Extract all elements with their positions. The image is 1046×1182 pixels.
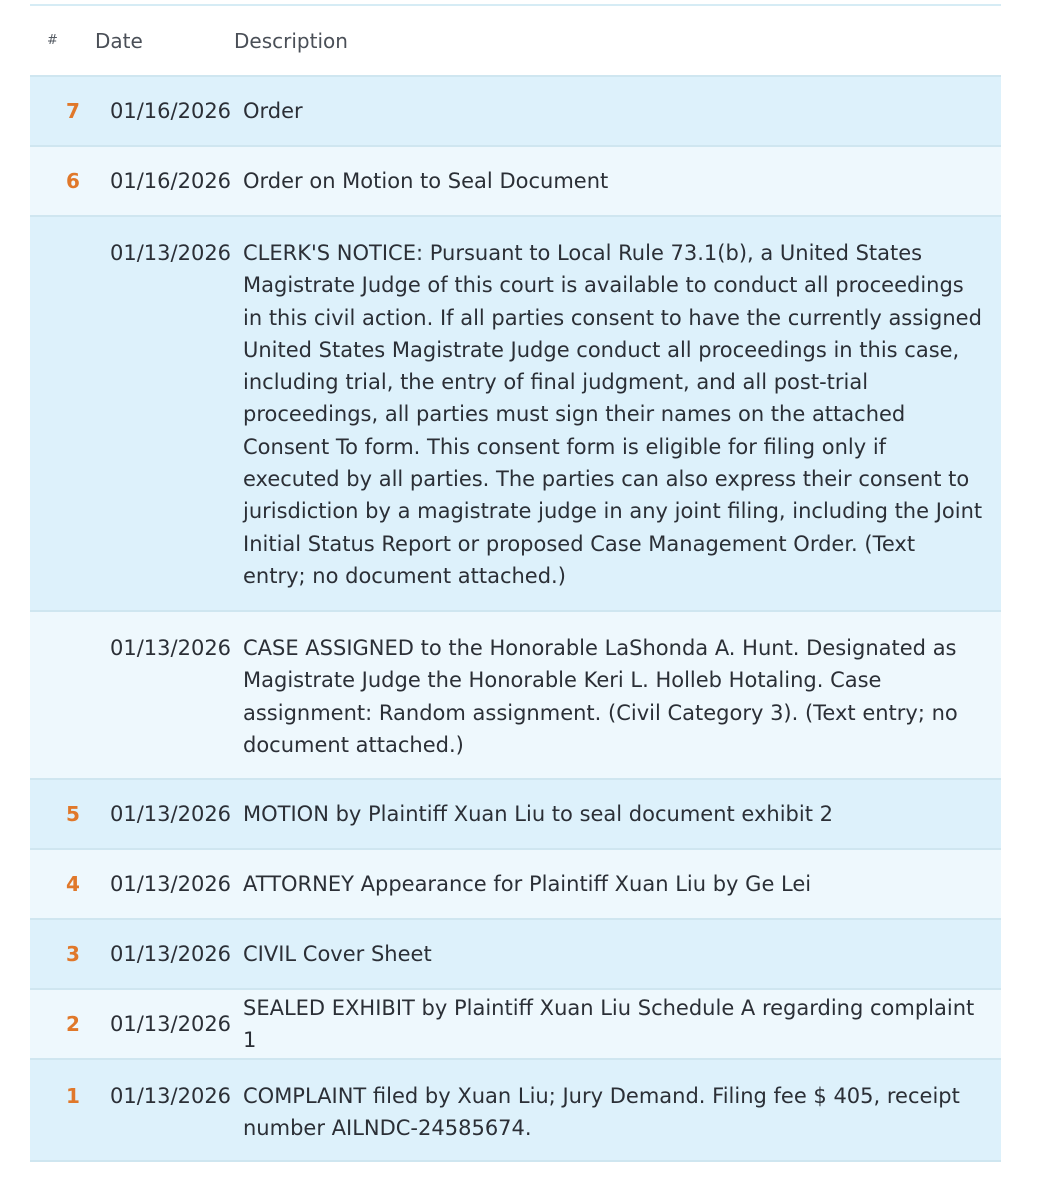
entry-date: 01/13/2026 xyxy=(110,872,232,896)
header-date[interactable]: Date xyxy=(95,28,143,53)
entry-description: ATTORNEY Appearance for Plaintiff Xuan Liu by Ge Lei xyxy=(243,871,812,896)
entry-number-link[interactable]: 4 xyxy=(66,872,80,896)
table-row xyxy=(30,77,1001,147)
table-row xyxy=(30,780,1001,850)
header-description[interactable]: Description xyxy=(234,28,348,53)
table-row xyxy=(30,612,1001,780)
entry-date: 01/13/2026 xyxy=(110,1084,232,1108)
entry-description: Order on Motion to Seal Document xyxy=(243,168,609,193)
entry-description: Order xyxy=(243,98,303,123)
entry-number-link[interactable]: 2 xyxy=(66,1012,80,1036)
entry-date: 01/13/2026 xyxy=(110,942,232,966)
entry-number-link[interactable]: 7 xyxy=(66,99,80,123)
entry-date: 01/13/2026 xyxy=(110,241,232,265)
entry-number-link[interactable]: 3 xyxy=(66,942,80,966)
table-row xyxy=(30,920,1001,990)
entry-date: 01/13/2026 xyxy=(110,802,232,826)
entry-description: MOTION by Plaintiff Xuan Liu to seal document exhibit 2 xyxy=(243,801,833,826)
table-row xyxy=(30,1060,1001,1162)
docket-table xyxy=(30,4,1001,1162)
table-row xyxy=(30,990,1001,1060)
table-header xyxy=(30,6,1001,77)
entry-description: CLERK'S NOTICE: Pursuant to Local Rule 73.1(b), a United States Magistrate Judge of this court is available to conduct all proceedings in this civil action. If all parties consent to have the currently assigned United States Magistrate Judge conduct all proceedings in this case, including trial, the entry of final judgment, and all post-trial proceedings, all parties must sign their names on the attached Consent To form. This consent form is eligible for filing only if executed by all parties. The parties can also express their consent to jurisdiction by a magistrate judge in any joint filing, including the Joint Initial Status Report or proposed Case Management Order. (Text entry; no document attached.) xyxy=(243,241,983,588)
entry-date: 01/13/2026 xyxy=(110,636,232,660)
entry-number-link[interactable]: 5 xyxy=(66,802,80,826)
entry-number-link[interactable]: 1 xyxy=(66,1084,80,1108)
table-row xyxy=(30,147,1001,217)
entry-description: SEALED EXHIBIT by Plaintiff Xuan Liu Schedule A regarding complaint 1 xyxy=(243,995,975,1052)
table-row xyxy=(30,217,1001,612)
entry-date: 01/13/2026 xyxy=(110,1012,232,1036)
entry-date: 01/16/2026 xyxy=(110,99,232,123)
header-number[interactable]: # xyxy=(47,33,58,48)
entry-description: CIVIL Cover Sheet xyxy=(243,941,432,966)
table-row xyxy=(30,850,1001,920)
entry-description: CASE ASSIGNED to the Honorable LaShonda A. Hunt. Designated as Magistrate Judge the Honorable Keri L. Holleb Hotaling. Case assignment: Random assignment. (Civil Category 3). (Text entry; no document attached.) xyxy=(243,636,958,757)
entry-number-link[interactable]: 6 xyxy=(66,169,80,193)
entry-date: 01/16/2026 xyxy=(110,169,232,193)
entry-description: COMPLAINT filed by Xuan Liu; Jury Demand. Filing fee $ 405, receipt number AILNDC-24585674. xyxy=(243,1084,960,1141)
